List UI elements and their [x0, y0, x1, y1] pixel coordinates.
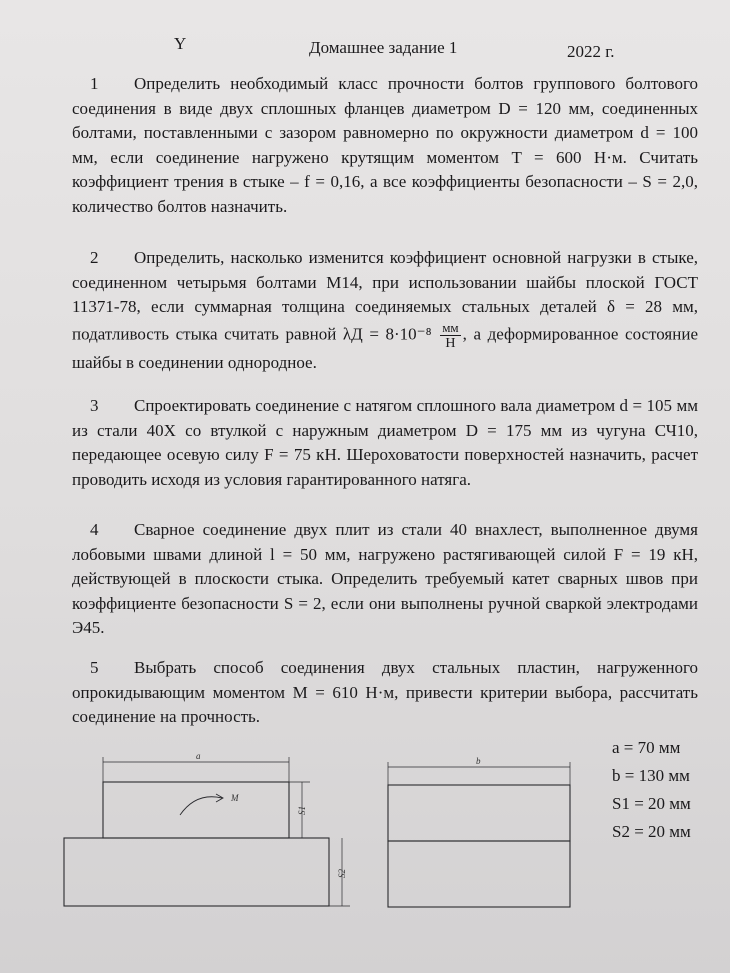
param-s2: S2 = 20 мм	[612, 822, 691, 841]
task-number: 2	[90, 248, 99, 267]
top-plate-front	[103, 782, 289, 838]
dim-label-s1: S1	[297, 806, 307, 815]
dim-label-a: a	[196, 751, 201, 761]
param-a: a = 70 мм	[612, 738, 681, 757]
fraction-denominator: Н	[445, 335, 456, 351]
given-parameters	[612, 734, 691, 846]
dim-label-b: b	[476, 756, 481, 766]
task-text-end: , а деформированное состояние шайбы в соединении однородное.	[72, 323, 698, 372]
task-text: Сварное соединение двух плит из стали 40 внахлест, выполненное двумя лобовыми швами длиной l = 50 мм, нагружено растягивающей силой F = 19 кН, действующей в плоскости стыка. Определить требуемый катет сварных швов при коэффициенте безопасности S = 2, если они выполнены ручной сваркой электродами Э45.	[72, 520, 698, 637]
moment-arc	[180, 797, 222, 815]
task-text: Определить необходимый класс прочности болтов группового болтового соединения в виде двух сплошных фланцев диаметром D = 120 мм, соединенных болтами, поставленными с зазором равномерно по окружности диаметром d = 100 мм, если соединение нагружено крутящим моментом T = 600 Н·м. Считать коэффициент трения в стыке – f = 0,16, а все коэффициенты безопасности – S = 2,0, количество болтов назначить.	[72, 74, 698, 216]
task-text: Спроектировать соединение с натягом сплошного вала диаметром d = 105 мм из стали 40Х со втулкой с наружным диаметром D = 175 мм из чугуна СЧ10, передающее осевую силу F = 75 кН. Шероховатости поверхностей назначить, расчет проводить исходя из условия гарантированного натяга.	[72, 396, 698, 489]
task-number: 4	[90, 520, 99, 539]
header-title: Домашнее задание 1	[309, 38, 458, 57]
param-s1: S1 = 20 мм	[612, 794, 691, 813]
task-number: 3	[90, 396, 99, 415]
fraction-numerator: мм	[442, 319, 459, 335]
task-number: 5	[90, 658, 99, 677]
header-year: 2022 г.	[567, 42, 615, 61]
param-b: b = 130 мм	[612, 766, 690, 785]
task-number: 1	[90, 74, 99, 93]
header-variant: Y	[174, 34, 187, 53]
bottom-plate-front	[64, 838, 329, 906]
top-plate-side	[388, 785, 570, 841]
task-text: Выбрать способ соединения двух стальных пластин, нагруженного опрокидывающим моментом M = 610 Н·м, привести критерии выбора, рассчитать соединение на прочность.	[72, 658, 698, 726]
bottom-plate-side	[388, 841, 570, 907]
dim-label-s2: S2	[337, 869, 347, 878]
task-text: Определить, насколько изменится коэффициент основной нагрузки в стыке, соединенном четырьмя болтами М14, при использовании шайбы плоской ГОСТ 11371-78, если суммарная толщина соединяемых стальных деталей δ = 28 мм, податливость стыка считать равной λД = 8·10⁻⁸	[72, 248, 698, 343]
dim-label-m: M	[231, 793, 239, 803]
